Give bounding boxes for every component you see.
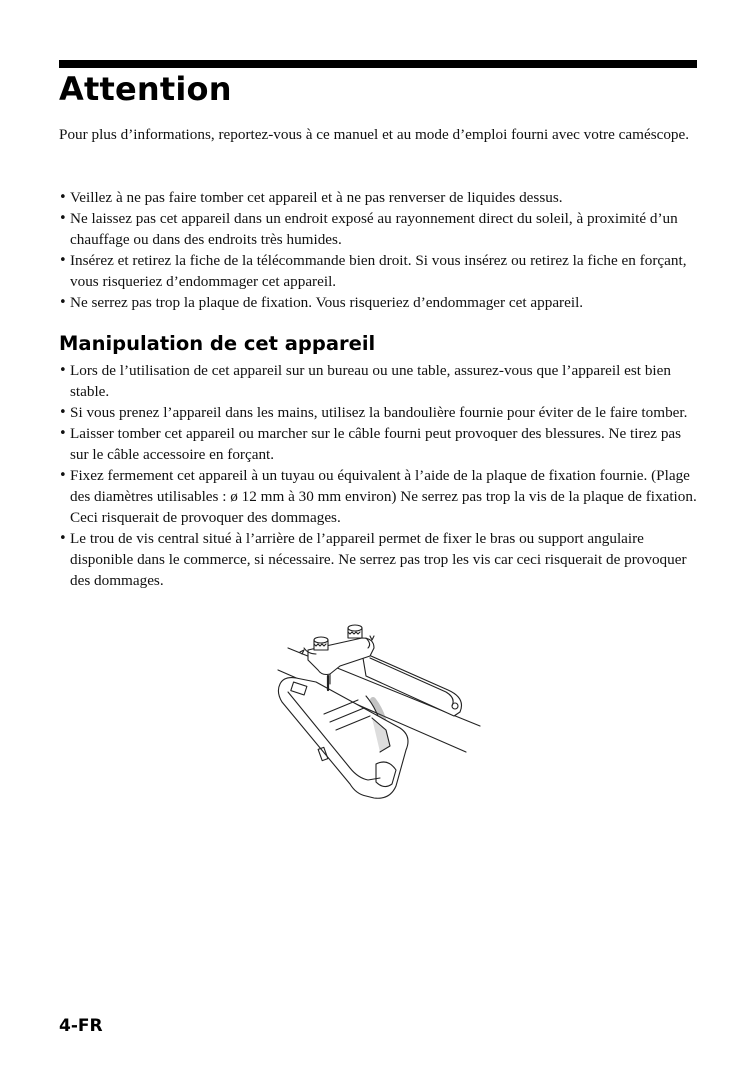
mounting-plate-illustration [300, 625, 374, 690]
list-item: • Veillez à ne pas faire tomber cet appareil et à ne pas renverser de liquides dessus. [59, 187, 699, 208]
page-title: Attention [59, 70, 232, 108]
list-item: • Ne serrez pas trop la plaque de fixation. Vous risqueriez d’endommager cet appareil. [59, 292, 699, 313]
handling-list [59, 360, 699, 591]
remote-control-illustration [278, 678, 408, 799]
intro-paragraph: Pour plus d’informations, reportez-vous à ce manuel et au mode d’emploi fourni avec votre caméscope. [59, 126, 690, 143]
list-item: • Fixez fermement cet appareil à un tuyau ou équivalent à l’aide de la plaque de fixation fournie. (Plage des diamètres utilisables : ø 12 mm à 30 mm environ) Ne serrez pas trop la vis de la plaque de fixation. Ceci risquerait de provoquer des dommages. [59, 465, 699, 528]
warnings-list [59, 187, 699, 313]
header-rule [59, 60, 697, 68]
list-item: • Laisser tomber cet appareil ou marcher sur le câble fourni peut provoquer des blessures. Ne tirez pas sur le câble accessoire en forçant. [59, 423, 699, 465]
list-item: • Lors de l’utilisation de cet appareil sur un bureau ou une table, assurez-vous que l’appareil est bien stable. [59, 360, 699, 402]
remote-mounted-on-pipe-illustration [270, 618, 496, 808]
list-item: • Insérez et retirez la fiche de la télécommande bien droit. Si vous insérez ou retirez la fiche en forçant, vous risqueriez d’endommager cet appareil. [59, 250, 699, 292]
section-heading: Manipulation de cet appareil [59, 332, 376, 355]
list-item: • Si vous prenez l’appareil dans les mains, utilisez la bandoulière fournie pour éviter de le faire tomber. [59, 402, 699, 423]
list-item: • Le trou de vis central situé à l’arrière de l’appareil permet de fixer le bras ou support angulaire disponible dans le commerce, si nécessaire. Ne serrez pas trop les vis car ceci risquerait de provoquer des dommages. [59, 528, 699, 591]
list-item: • Ne laissez pas cet appareil dans un endroit exposé au rayonnement direct du soleil, à proximité d’un chauffage ou dans des endroits très humides. [59, 208, 699, 250]
page-number: 4-FR [59, 1016, 103, 1036]
